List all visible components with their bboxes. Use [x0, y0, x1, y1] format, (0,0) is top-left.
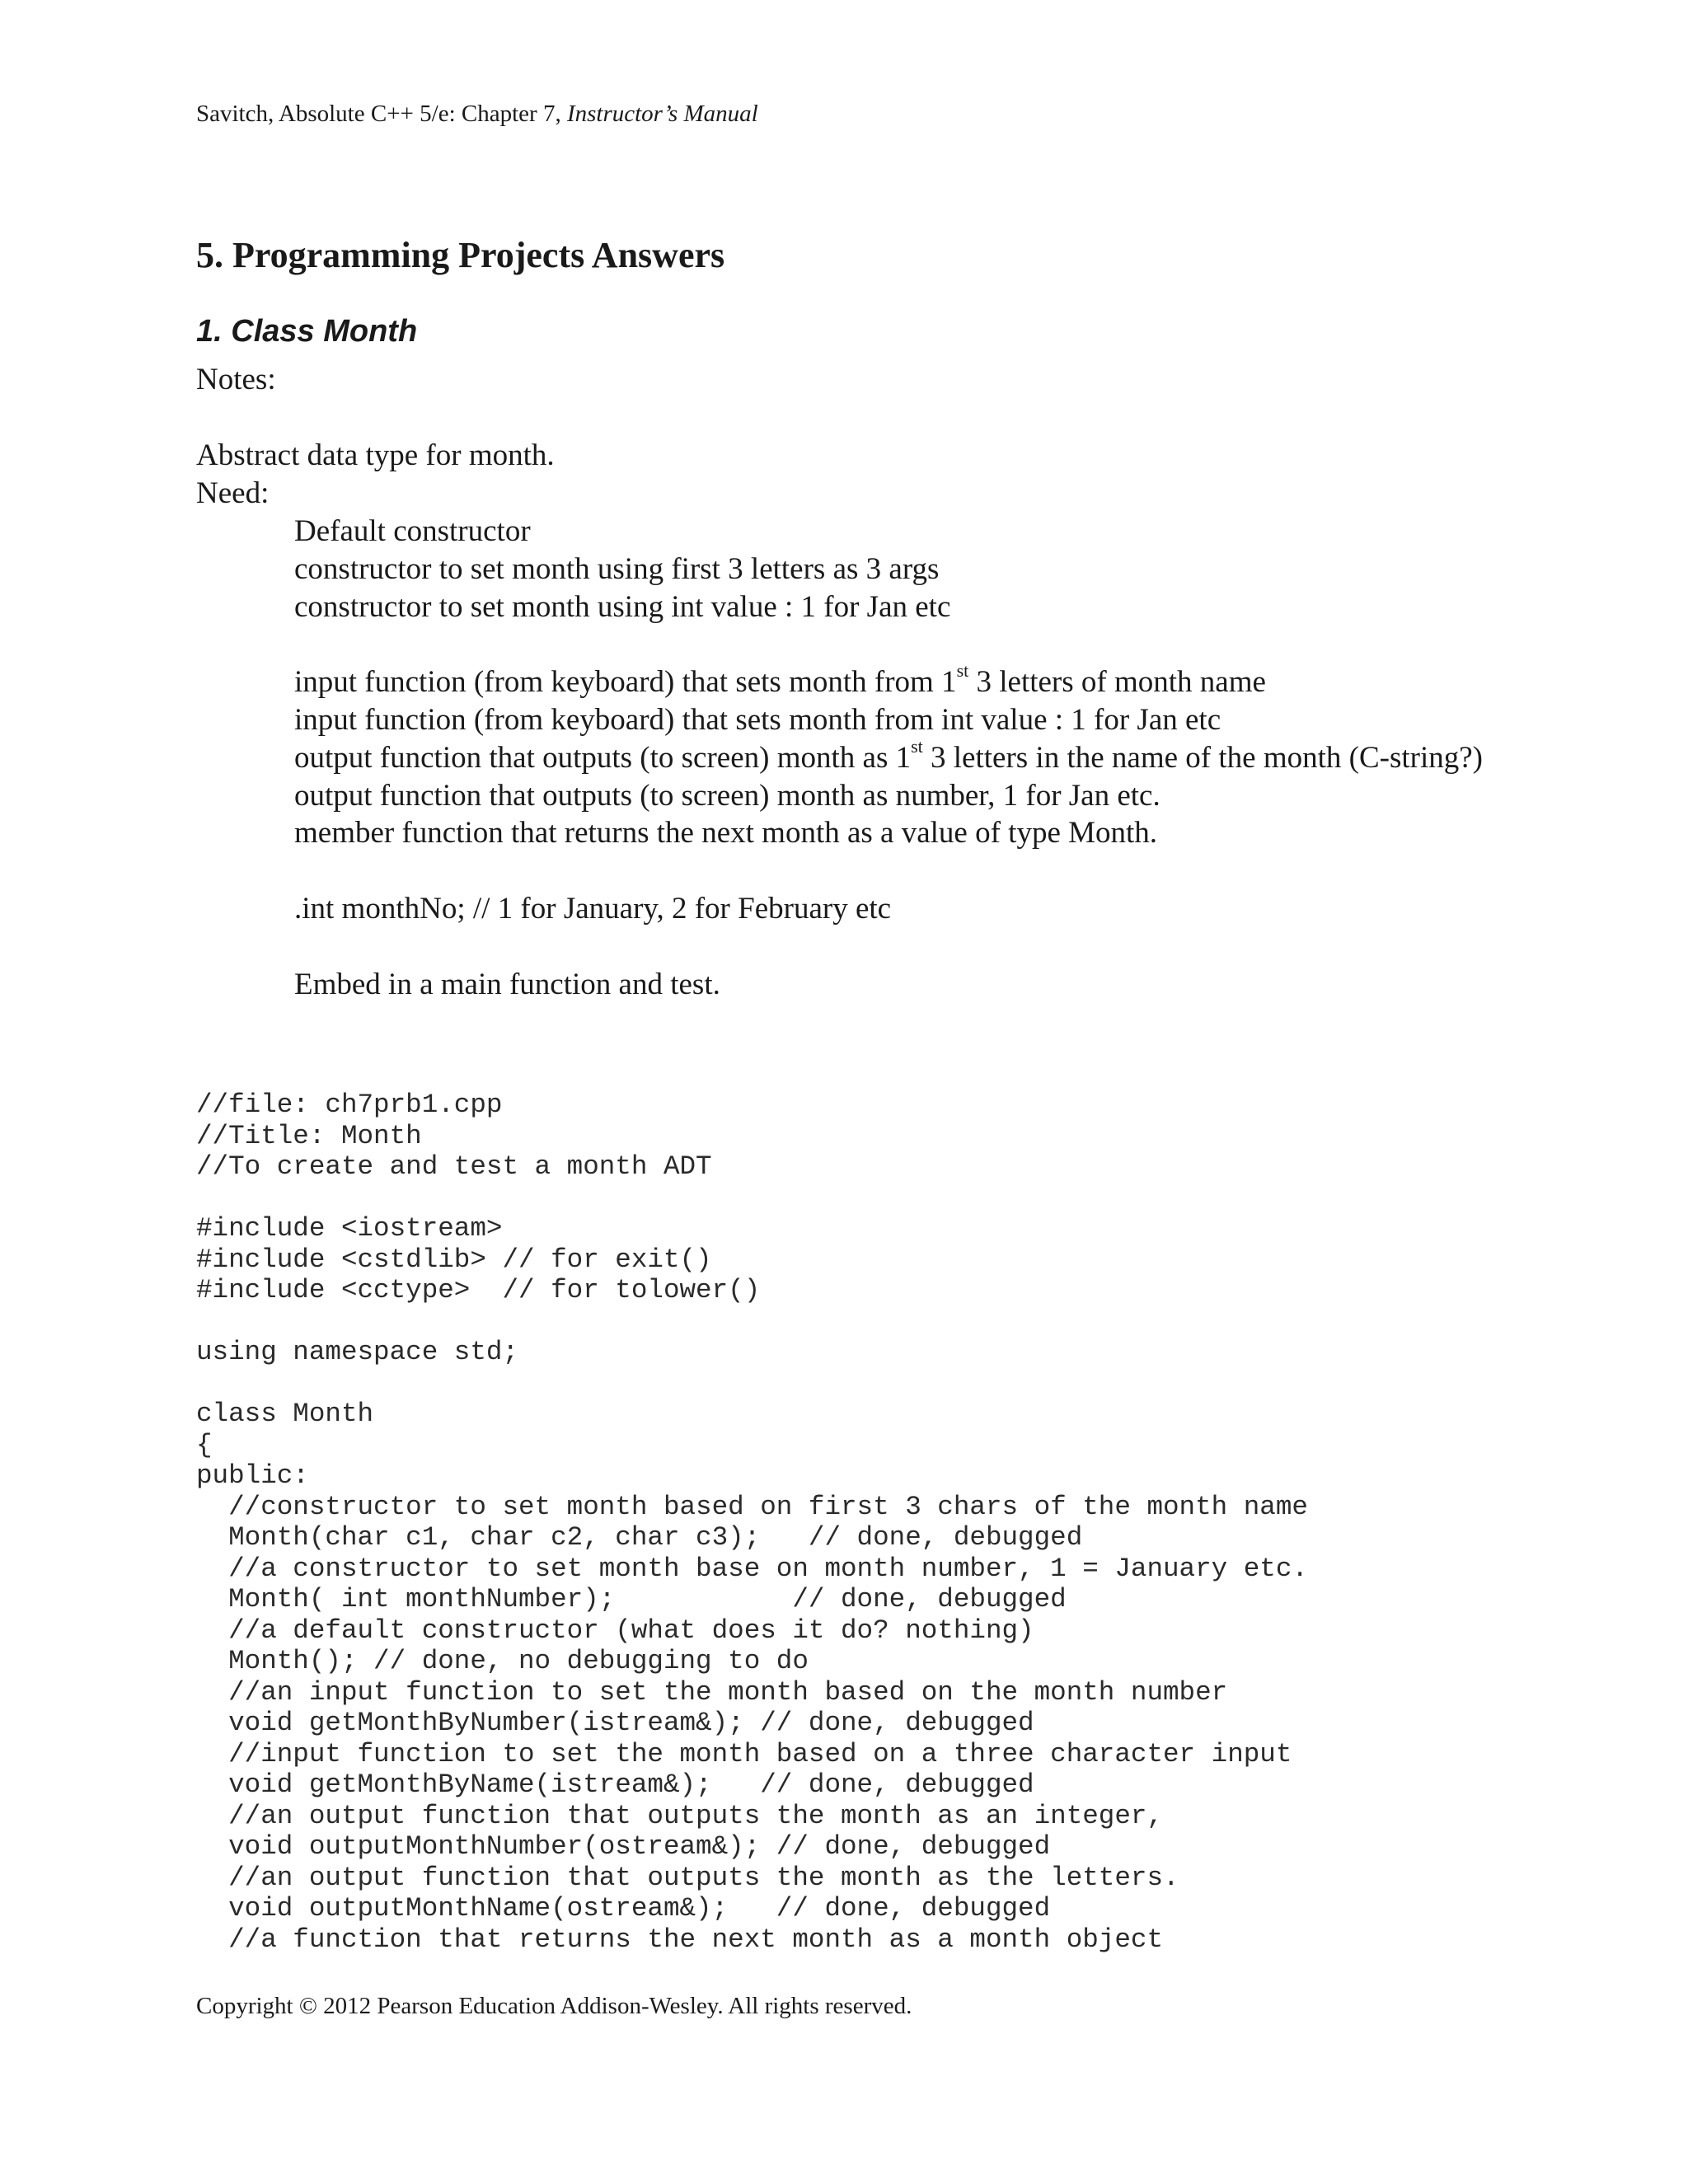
code-line: using namespace std;: [196, 1337, 519, 1367]
code-line: [196, 1183, 1308, 1214]
need-label: Need:: [196, 476, 270, 510]
code-line: //a function that returns the next month as a month object: [196, 1924, 1164, 1955]
section-title: 5. Programming Projects Answers: [196, 235, 725, 275]
code-line: //file: ch7prb1.cpp: [196, 1090, 503, 1120]
code-line: Month(); // done, no debugging to do: [196, 1646, 809, 1676]
code-line: #include <iostream>: [196, 1213, 503, 1244]
code-line: //an output function that outputs the month as an integer,: [196, 1800, 1164, 1831]
requirement-output-number: output function that outputs (to screen) month as number, 1 for Jan etc.: [294, 778, 1160, 813]
code-line: Month(char c1, char c2, char c3); // done, debugged: [196, 1522, 1083, 1553]
requirement-input-int: input function (from keyboard) that sets month from int value : 1 for Jan etc: [294, 702, 1221, 737]
code-line: void outputMonthName(ostream&); // done, debugged: [196, 1893, 1051, 1924]
code-line: [196, 1368, 1308, 1399]
requirement-output-name: output function that outputs (to screen) month as 1st 3 letters in the name of the month (C-string?): [294, 735, 1483, 775]
code-line: [196, 1306, 1308, 1338]
code-line: void getMonthByNumber(istream&); // done, debugged: [196, 1708, 1034, 1738]
header-text: Savitch, Absolute C++ 5/e: Chapter 7,: [196, 101, 567, 127]
code-line: //an output function that outputs the month as the letters.: [196, 1862, 1179, 1893]
copyright-footer: Copyright © 2012 Pearson Education Addison-Wesley. All rights reserved.: [196, 1993, 912, 2019]
requirement-embed: Embed in a main function and test.: [294, 967, 720, 1001]
code-line: #include <cstdlib> // for exit(): [196, 1244, 712, 1275]
requirement-default-constructor: Default constructor: [294, 514, 531, 548]
project-title: 1. Class Month: [196, 314, 418, 349]
header-manual-title: Instructor’s Manual: [566, 101, 758, 127]
code-line: {: [196, 1429, 213, 1460]
code-line: //an input function to set the month based on the month number: [196, 1676, 1228, 1708]
running-header: [196, 99, 758, 129]
code-listing: [196, 1090, 1308, 1955]
spacer: [294, 626, 1498, 663]
code-line: //constructor to set month based on first 3 chars of the month name: [196, 1491, 1308, 1522]
spacer: [294, 928, 1498, 966]
spacer: [294, 852, 1498, 890]
requirement-input-name: input function (from keyboard) that sets month from 1st 3 letters of month name: [294, 660, 1266, 700]
requirement-int-constructor: constructor to set month using int value : 1 for Jan etc: [294, 589, 951, 624]
code-line: public:: [196, 1460, 309, 1491]
code-line: //Title: Month: [196, 1120, 422, 1151]
code-line: //input function to set the month based on a three character input: [196, 1738, 1292, 1769]
code-line: void getMonthByName(istream&); // done, debugged: [196, 1769, 1034, 1800]
code-line: class Month: [196, 1399, 374, 1429]
code-line: //a default constructor (what does it do? nothing): [196, 1615, 1034, 1646]
code-line: //To create and test a month ADT: [196, 1151, 712, 1182]
requirement-next-month: member function that returns the next month as a value of type Month.: [294, 816, 1158, 851]
code-line: void outputMonthNumber(ostream&); // done, debugged: [196, 1831, 1051, 1862]
code-line: Month( int monthNumber); // done, debugged: [196, 1584, 1067, 1615]
notes-label: Notes:: [196, 363, 276, 396]
requirement-member-variable: .int monthNo; // 1 for January, 2 for February etc: [294, 891, 892, 926]
code-line: #include <cctype> // for tolower(): [196, 1275, 761, 1305]
intro-line: Abstract data type for month.: [196, 438, 555, 472]
requirements-list: [294, 513, 1498, 1003]
code-line: //a constructor to set month base on month number, 1 = January etc.: [196, 1553, 1308, 1584]
requirement-letters-constructor: constructor to set month using first 3 letters as 3 args: [294, 551, 940, 586]
